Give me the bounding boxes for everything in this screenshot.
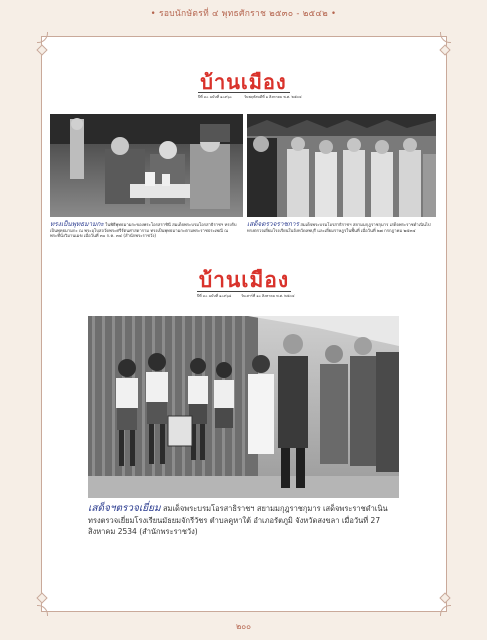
caption-text: ในพิธีพุทธมามกะของพระโอรสราชินี สมเด็จพระบรมโอรสาธิราชฯ ทรงรับเป็นพุทธมามกะ ณ พระอุโบสถวัดพระศรีรัตนศาสดาราม ทรงเป็นพุทธมามกะตามพระราชประเพณี ณ พระที่นั่งวิมานเมฆ เมื่อวันที่ ๓๐ ก.ค. ๓๔ (สำนักพระราชวัง) <box>50 222 237 239</box>
photo-school-visit <box>88 316 399 498</box>
issue-number: ปีที่ ๓๐ ฉบับที่ ๑๐๙๖๘ <box>197 294 232 298</box>
caption-text: สมเด็จพระบรมโอรสาธิราชฯ สยามมกุฎราชกุมาร เสด็จพระราชดำเนินไปทรงตรวจเยี่ยมโรงเรียนในจังหวัดลพบุรี และเยี่ยมราษฎรในพื้นที่ เมื่อวันที่ ๒๗ กรกฎาคม ๒๕๓๔ <box>247 222 431 234</box>
masthead-rule <box>197 291 291 292</box>
newspaper-masthead: บ้านเมือง <box>200 70 287 94</box>
caption-school-visit <box>88 502 399 537</box>
issue-date: วันพฤหัสบดีที่ ๑ สิงหาคม พ.ศ. ๒๕๓๔ <box>244 95 302 99</box>
frame-corner <box>37 32 48 43</box>
caption-officials <box>247 220 436 233</box>
caption-lead: เสด็จฯตรวจเยี่ยม <box>88 503 161 514</box>
issue-number: ปีที่ ๓๐ ฉบับที่ ๑๐๙๖๐ <box>198 95 232 99</box>
masthead-rule <box>198 92 290 93</box>
frame-corner <box>37 605 48 616</box>
caption-lead: ทรงเป็นพุทธมามกะ <box>50 220 104 228</box>
page-number: ๒๐๐ <box>235 622 252 631</box>
caption-ceremony <box>50 220 243 239</box>
frame-corner <box>440 605 451 616</box>
photo-ceremony <box>50 114 243 217</box>
issue-date: วันเสาร์ที่ ๑๐ สิงหาคม พ.ศ. ๒๕๓๔ <box>241 294 295 298</box>
photo-officials <box>247 114 436 217</box>
page-header: • รอบนักษัตรที่ ๔ พุทธศักราช ๒๕๓๐ - ๒๕๔๒ • <box>150 9 337 19</box>
caption-text: สมเด็จพระบรมโอรสาธิราชฯ สยามมกุฎราชกุมาร เสด็จพระราชดำเนินทรงตรวจเยี่ยมโรงเรียนมัธยมจักรีวัชร ตำบลคูหาใต้ อำเภอรัตภูมิ จังหวัดสงขลา เมื่อวันที่ 27 สิงหาคม 2534 (สำนักพระราชวัง) <box>88 504 388 536</box>
newspaper-masthead: บ้านเมือง <box>198 267 290 292</box>
caption-lead: เสด็จตรวจราชการ <box>247 220 300 228</box>
frame-corner <box>440 32 451 43</box>
